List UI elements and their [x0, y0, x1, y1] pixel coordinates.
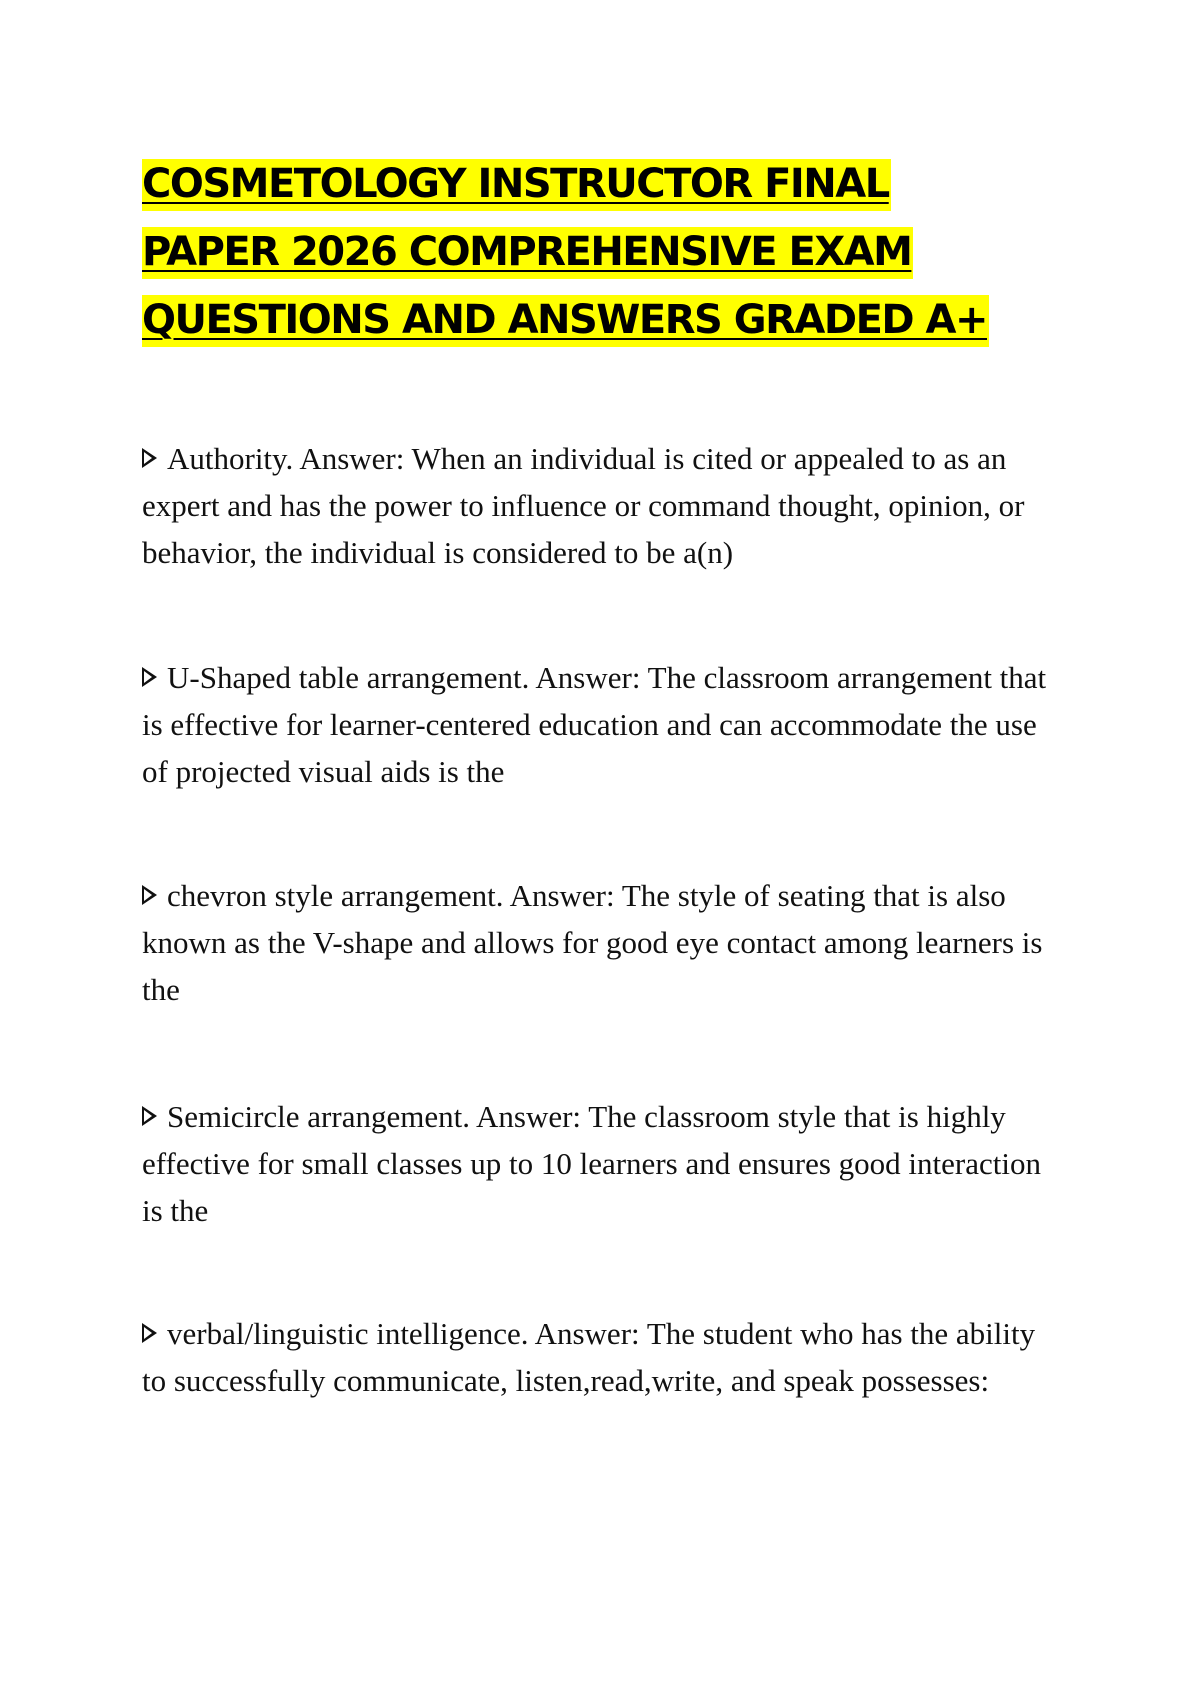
- qa-text: Authority. Answer: When an individual is cited or appealed to as an expert and has the power to influence or command thought, opinion, or behavior, the individual is considered to be a(n): [142, 441, 1025, 570]
- qa-item-authority: [142, 435, 1062, 576]
- qa-item-chevron: [142, 872, 1062, 1013]
- qa-item-verbal-linguistic: [142, 1310, 1062, 1404]
- qa-text: U-Shaped table arrangement. Answer: The classroom arrangement that is effective for learner-centered education and can accommodate the use of projected visual aids is the: [142, 660, 1047, 789]
- triangle-bullet-icon: [142, 1106, 157, 1126]
- qa-item-u-shaped: [142, 654, 1062, 795]
- title-line-1: COSMETOLOGY INSTRUCTOR FINAL: [142, 159, 891, 211]
- qa-text: verbal/linguistic intelligence. Answer: The student who has the ability to successfully communicate, listen,read,write, and speak possesses:: [142, 1316, 1036, 1398]
- triangle-bullet-icon: [142, 885, 157, 905]
- qa-text: chevron style arrangement. Answer: The style of seating that is also known as the V-shape and allows for good eye contact among learners is the: [142, 878, 1043, 1007]
- triangle-bullet-icon: [142, 1323, 157, 1343]
- qa-item-semicircle: [142, 1093, 1062, 1234]
- triangle-bullet-icon: [142, 667, 157, 687]
- qa-text: Semicircle arrangement. Answer: The classroom style that is highly effective for small classes up to 10 learners and ensures good interaction is the: [142, 1099, 1041, 1228]
- title-line-2: PAPER 2026 COMPREHENSIVE EXAM: [142, 227, 913, 279]
- document-title: [142, 150, 1102, 354]
- title-line-3: QUESTIONS AND ANSWERS GRADED A+: [142, 295, 989, 347]
- triangle-bullet-icon: [142, 448, 157, 468]
